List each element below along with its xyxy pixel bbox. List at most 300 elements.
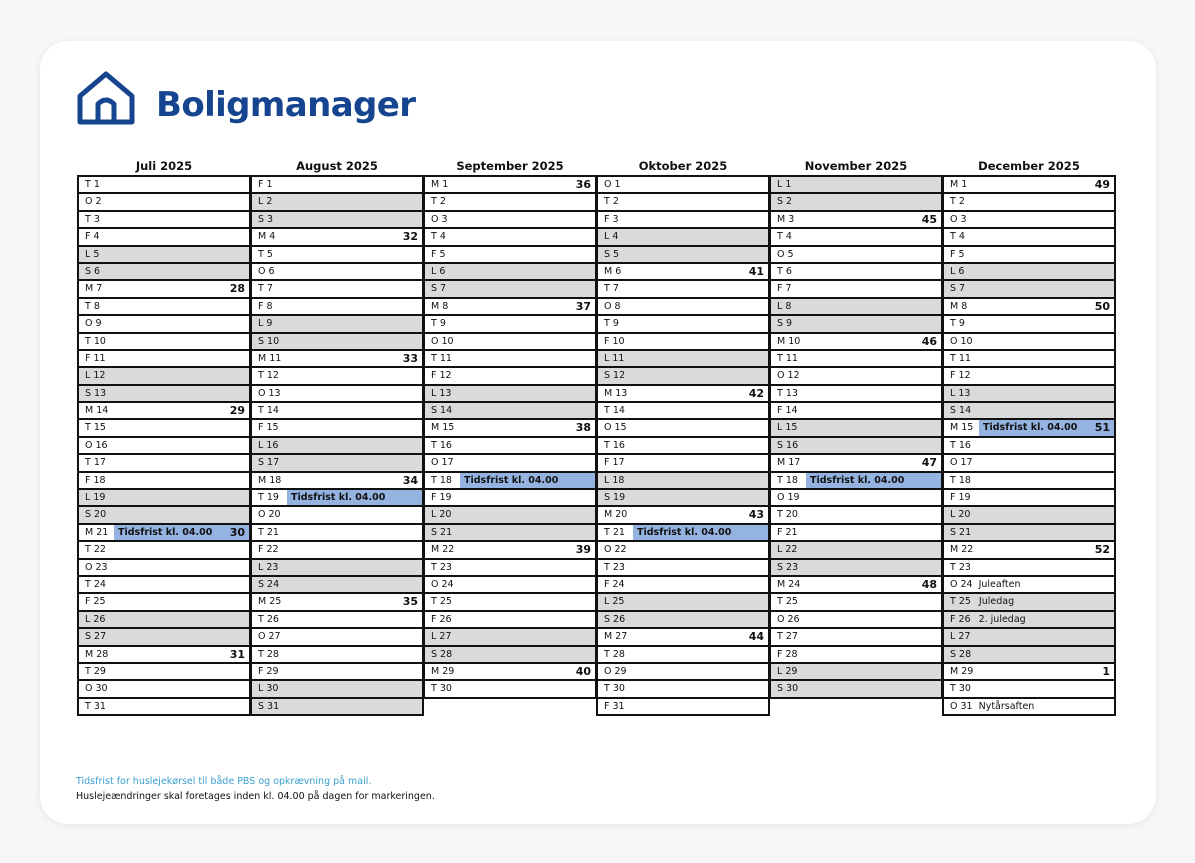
day-row [944,507,1114,524]
holiday-note: Juledag [978,596,1015,608]
day-row [771,334,941,351]
weekend-shade [280,455,422,470]
day-label: T 4 [431,231,446,243]
day-label: S 27 [79,629,108,644]
day-row [598,194,768,211]
week-number: 39 [575,543,591,557]
day-label: T 15 [85,422,106,434]
week-number: 44 [748,630,764,644]
day-row [944,438,1114,455]
day-row [598,403,768,420]
day-label: S 23 [771,560,800,575]
day-row [944,368,1114,385]
day-label: T 18 [431,474,452,486]
day-label: O 26 [777,613,800,625]
day-row [425,334,595,351]
day-row [425,316,595,333]
weekend-shade [799,664,941,679]
day-row [771,681,941,698]
day-label: F 22 [258,544,279,556]
day-label: T 1 [85,179,100,190]
day-label: M 10 [777,335,801,347]
holiday-note: Nytårsaften [978,700,1035,712]
day-row [598,351,768,368]
day-row [771,403,941,420]
day-label: T 2 [604,196,619,208]
day-label: T 21 [604,526,625,538]
day-row [771,525,941,542]
day-row [944,473,1114,490]
day-row [425,386,595,403]
day-label: L 15 [771,420,799,435]
day-label: O 12 [777,370,800,382]
day-label: O 10 [950,335,973,347]
day-row [944,264,1114,281]
day-row [252,560,422,577]
day-row [252,247,422,264]
day-label: M 27 [604,631,628,643]
day-row [944,351,1114,368]
day-row [79,560,249,577]
day-label: F 5 [431,248,446,260]
day-label: L 6 [944,264,966,279]
day-label: S 13 [79,386,108,401]
day-row [771,281,941,298]
day-label: T 14 [258,405,279,417]
day-label: O 29 [604,665,627,677]
month-column [769,158,943,716]
day-row [425,351,595,368]
day-row [425,594,595,611]
day-row [598,560,768,577]
day-label: T 25 [431,596,452,608]
day-label: T 9 [604,318,619,330]
day-row [252,281,422,298]
day-label: O 16 [85,439,108,451]
day-row [425,612,595,629]
weekend-shade [280,334,422,349]
day-row [598,612,768,629]
week-number: 33 [402,351,418,365]
day-label: M 20 [604,509,628,521]
day-label: L 27 [944,629,972,644]
day-row [252,386,422,403]
day-label: M 24 [777,578,801,590]
day-label: M 11 [258,352,282,364]
day-row [771,264,941,281]
day-row [79,212,249,229]
day-label: O 5 [777,248,794,260]
weekend-shade [626,368,768,383]
day-label: T 22 [85,544,106,556]
day-label: M 1 [950,179,968,190]
day-row [425,264,595,281]
day-row [944,629,1114,646]
day-label: T 13 [777,387,798,399]
weekend-shade [972,647,1114,662]
day-row [944,299,1114,316]
day-label: F 10 [604,335,625,347]
holiday-note: Juleaften [978,578,1021,590]
day-label: F 24 [604,578,625,590]
day-label: L 29 [771,664,799,679]
day-label: F 1 [258,179,273,190]
day-row [425,525,595,542]
weekend-shade [280,681,422,696]
day-row [771,664,941,681]
day-row [771,473,941,490]
week-number: 40 [575,664,591,678]
day-label: O 6 [258,265,275,277]
weekend-shade [447,281,595,296]
day-row [771,542,941,559]
day-label: S 21 [944,525,973,540]
weekend-shade [966,281,1114,296]
day-row [944,177,1114,194]
brand-logo [76,66,415,130]
day-label: T 25 [950,596,971,608]
day-row [425,455,595,472]
day-row [771,577,941,594]
day-row [425,403,595,420]
day-label: T 30 [950,683,971,695]
day-row [944,577,1114,594]
day-label: O 8 [604,300,621,312]
weekend-shade [274,194,422,209]
day-row [598,594,768,611]
weekend-shade [972,403,1114,418]
weekend-shade [274,212,422,227]
weekend-shade [107,612,249,627]
deadline-marker: Tidsfrist kl. 04.00 [460,473,595,488]
day-label: S 10 [252,334,281,349]
day-row [598,299,768,316]
day-row [425,438,595,455]
day-label: F 8 [258,300,273,312]
day-label: T 8 [85,300,100,312]
day-row [771,455,941,472]
weekend-shade [453,525,595,540]
day-label: L 23 [252,560,280,575]
day-row [79,351,249,368]
day-row [771,386,941,403]
day-label: L 5 [79,247,101,262]
day-row [79,368,249,385]
day-label: F 11 [85,352,106,364]
day-row [598,368,768,385]
day-label: T 31 [85,700,106,712]
day-row [771,490,941,507]
day-label: F 28 [777,648,798,660]
day-row [79,299,249,316]
day-row [425,281,595,298]
day-row [79,507,249,524]
day-row [425,507,595,524]
weekend-shade [966,264,1114,279]
weekend-shade [107,386,249,401]
day-row [944,334,1114,351]
day-label: O 31 [950,700,973,712]
day-row [944,542,1114,559]
day-row [252,594,422,611]
day-row [252,177,422,194]
day-row [598,264,768,281]
day-label: L 13 [944,386,972,401]
day-label: S 7 [425,281,448,296]
month-column [77,158,251,716]
day-label: L 4 [598,229,620,244]
weekend-shade [101,264,249,279]
day-row [79,386,249,403]
day-label: L 18 [598,473,626,488]
house-icon [76,70,136,126]
day-row [252,229,422,246]
month-title: November 2025 [804,159,908,173]
day-label: F 12 [950,370,971,382]
day-label: F 4 [85,231,100,243]
day-label: O 15 [604,422,627,434]
day-label: F 5 [950,248,965,260]
week-number: 48 [921,577,937,591]
weekend-shade [972,386,1114,401]
day-row [598,490,768,507]
day-label: L 30 [252,681,280,696]
day-row [598,699,768,716]
day-row [598,629,768,646]
day-label: L 1 [771,177,793,192]
day-list [77,175,251,716]
day-label: S 3 [252,212,275,227]
day-row [252,194,422,211]
day-label: T 23 [950,561,971,573]
week-number: 43 [748,508,764,522]
day-label: S 7 [944,281,967,296]
weekend-shade [107,629,249,644]
day-label: F 18 [85,474,106,486]
brand-name: Boligmanager [156,85,416,125]
weekend-shade [799,681,941,696]
day-label: T 30 [604,683,625,695]
day-list [596,175,770,716]
day-label: S 9 [771,316,794,331]
day-label: F 3 [604,213,619,225]
day-row [425,368,595,385]
day-label: M 15 [950,422,974,434]
day-row [79,647,249,664]
day-row [425,299,595,316]
day-label: O 3 [950,213,967,225]
day-row [425,473,595,490]
week-number: 31 [229,647,245,661]
day-label: O 13 [258,387,281,399]
day-row [771,299,941,316]
day-label: F 14 [777,405,798,417]
day-row [79,281,249,298]
day-label: S 14 [425,403,454,418]
weekend-shade [280,438,422,453]
day-row [425,247,595,264]
day-label: M 28 [85,648,109,660]
day-label: O 24 [950,578,973,590]
day-label: T 30 [431,683,452,695]
week-number: 34 [402,473,418,487]
week-number: 38 [575,421,591,435]
day-row [598,525,768,542]
day-row [252,299,422,316]
month-column [423,158,597,716]
day-row [252,542,422,559]
day-row [771,368,941,385]
day-label: S 24 [252,577,281,592]
day-label: T 24 [85,578,106,590]
day-row [771,194,941,211]
day-row [944,612,1114,629]
day-label: S 30 [771,681,800,696]
day-label: M 29 [431,665,455,677]
weekend-shade [447,264,595,279]
day-row [425,177,595,194]
day-label: M 21 [85,526,109,538]
week-number: 45 [921,212,937,226]
day-row [79,664,249,681]
day-row [79,334,249,351]
weekend-shade [626,351,768,366]
day-row [944,490,1114,507]
day-label: S 19 [598,490,627,505]
day-label: T 3 [85,213,100,225]
weekend-shade [280,560,422,575]
weekend-shade [453,386,595,401]
week-number: 47 [921,456,937,470]
day-row [944,229,1114,246]
day-row [771,351,941,368]
day-label: M 22 [950,544,974,556]
day-row [79,699,249,716]
day-row [425,629,595,646]
footer-change-note: Huslejeændringer skal foretages inden kl. 04.00 på dagen for markeringen. [76,791,435,802]
weekend-shade [972,525,1114,540]
day-label: T 2 [431,196,446,208]
day-row [598,177,768,194]
day-label: M 25 [258,596,282,608]
day-label: T 9 [431,318,446,330]
day-label: L 27 [425,629,453,644]
day-row [79,316,249,333]
day-row [79,629,249,646]
day-label: T 4 [777,231,792,243]
day-row [598,681,768,698]
week-number: 1 [1102,664,1110,678]
day-label: L 16 [252,438,280,453]
day-label: T 26 [258,613,279,625]
footer-deadline-note: Tidsfrist for huslejekørsel til både PBS og opkrævning på mail. [76,776,372,787]
weekend-shade [972,629,1114,644]
month-title: December 2025 [978,159,1080,173]
day-label: T 25 [777,596,798,608]
day-row [79,455,249,472]
day-row [252,612,422,629]
day-label: O 1 [604,179,621,190]
day-label: M 15 [431,422,455,434]
day-row [252,681,422,698]
day-row [425,420,595,437]
day-label: M 8 [431,300,449,312]
day-row [252,490,422,507]
deadline-marker: Tidsfrist kl. 04.00 [287,490,422,505]
day-label: F 26 [950,613,971,625]
day-label: T 19 [258,492,279,504]
day-label: O 17 [950,457,973,469]
weekend-shade [799,420,941,435]
day-label: M 29 [950,665,974,677]
day-row [79,420,249,437]
day-label: O 27 [258,631,281,643]
week-number: 49 [1094,178,1110,191]
day-row [771,177,941,194]
day-label: F 26 [431,613,452,625]
day-label: O 30 [85,683,108,695]
day-label: T 11 [777,352,798,364]
day-row [425,229,595,246]
day-label: O 2 [85,196,102,208]
day-label: T 6 [777,265,792,277]
day-label: M 7 [85,283,103,295]
day-row [425,212,595,229]
week-number: 36 [575,178,591,191]
day-label: L 19 [79,490,107,505]
day-row [252,629,422,646]
day-label: O 19 [777,492,800,504]
day-label: F 21 [777,526,798,538]
weekend-shade [280,577,422,592]
day-label: T 7 [258,283,273,295]
day-label: S 16 [771,438,800,453]
day-row [944,699,1114,716]
day-label: M 6 [604,265,622,277]
day-label: L 20 [425,507,453,522]
day-row [79,612,249,629]
day-row [771,647,941,664]
month-title: August 2025 [296,159,378,173]
day-label: M 1 [431,179,449,190]
day-row [425,490,595,507]
day-label: L 13 [425,386,453,401]
day-label: T 12 [258,370,279,382]
day-label: M 17 [777,457,801,469]
weekend-shade [626,473,768,488]
day-list [423,175,597,699]
day-row [771,629,941,646]
month-column [250,158,424,716]
day-row [944,525,1114,542]
day-row [598,247,768,264]
day-row [944,420,1114,437]
weekend-shade [793,316,941,331]
day-label: S 31 [252,699,281,714]
day-row [79,264,249,281]
week-number: 41 [748,264,764,278]
day-label: O 23 [85,561,108,573]
day-label: F 25 [85,596,106,608]
day-row [771,420,941,437]
day-row [79,247,249,264]
day-row [79,594,249,611]
week-number: 30 [229,525,245,539]
week-number: 37 [575,299,591,313]
day-label: L 22 [771,542,799,557]
day-row [944,647,1114,664]
day-row [771,212,941,229]
